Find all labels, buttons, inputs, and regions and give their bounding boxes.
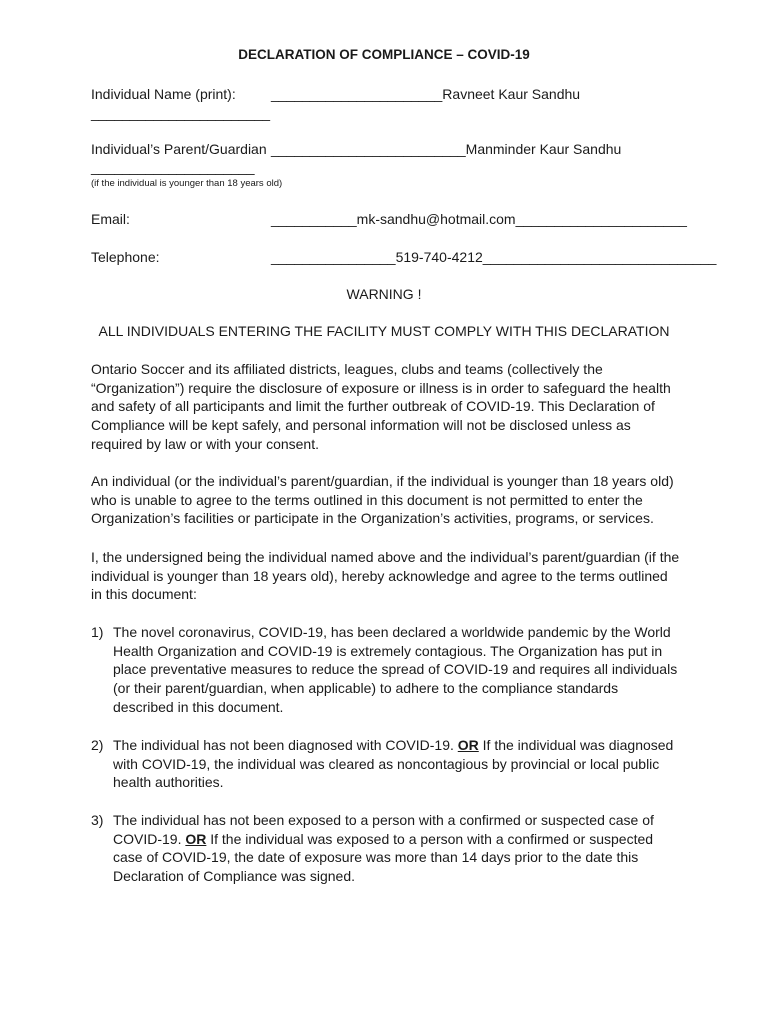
email-field[interactable] (271, 211, 687, 227)
list-item-number: 2) (91, 737, 104, 753)
list-item-text-after: If the individual was diagnosed with COVID-19, the individual was cleared as noncontagious by provincial or local public health authorities. (113, 737, 674, 791)
email-prefix-line: ___________ (271, 211, 357, 227)
name-label: Individual Name (print): (91, 86, 236, 102)
guardian-prefix-line: _________________________ (271, 141, 466, 157)
guardian-value: Manminder Kaur Sandhu (465, 141, 622, 157)
list-item (91, 623, 681, 717)
list-item-text-before: The individual has not been exposed to a person with a confirmed or suspected case of COVID-19. (113, 812, 654, 847)
list-item-text (113, 811, 681, 886)
list-item-number: 1) (91, 624, 104, 640)
email-value: mk-sandhu@hotmail.com (356, 211, 516, 227)
guardian-field[interactable] (271, 141, 621, 157)
or-emphasis: OR (457, 737, 479, 753)
paragraph-eligibility: An individual (or the individual’s parent/guardian, if the individual is younger than 18 years old) who is unable to agree to the terms outlined in this document is not permitted to enter the Organization’s facilities or participate in the Organization’s activities, programs, or services. (91, 473, 674, 527)
email-suffix-line: ______________________ (515, 211, 687, 227)
email-label: Email: (91, 211, 130, 227)
list-item-text-after: If the individual was exposed to a person with a confirmed or suspected case of COVID-19, the date of exposure was more than 14 days prior to the date this Declaration of Compliance was signed. (113, 830, 654, 885)
list-item-number: 3) (91, 812, 104, 828)
list-item (91, 736, 681, 792)
telephone-prefix-line: ________________ (271, 249, 396, 265)
telephone-value: 519-740-4212 (395, 249, 483, 265)
name-overflow-line: _______________________ (91, 105, 271, 121)
guardian-label: Individual’s Parent/Guardian (91, 141, 267, 157)
guardian-overflow-line: _____________________ (91, 159, 255, 175)
warning-heading: WARNING ! (346, 286, 422, 302)
name-value: Ravneet Kaur Sandhu (442, 86, 581, 102)
list-item (91, 811, 681, 886)
guardian-note: (if the individual is younger than 18 years old) (91, 178, 283, 189)
list-item-text-before: The individual has not been diagnosed with COVID-19. (113, 737, 454, 753)
list-item-text: The novel coronavirus, COVID-19, has been declared a worldwide pandemic by the World Health Organization and COVID-19 is extremely contagious. The Organization has put in place preventative measures to reduce the spread of COVID-19 and requires all individuals (or their parent/guardian, when applicable) to adhere to the compliance standards described in this document. (113, 624, 678, 715)
telephone-label: Telephone: (91, 249, 160, 265)
or-emphasis: OR (185, 830, 207, 847)
warning-subtitle: ALL INDIVIDUALS ENTERING THE FACILITY MUST COMPLY WITH THIS DECLARATION (98, 323, 670, 339)
paragraph-acknowledgement: I, the undersigned being the individual named above and the individual’s parent/guardian (if the individual is younger than 18 years old), hereby acknowledge and agree to the terms outlined in this document: (91, 549, 680, 603)
telephone-field[interactable] (271, 249, 716, 265)
name-prefix-line: ______________________ (271, 86, 443, 102)
paragraph-organization: Ontario Soccer and its affiliated districts, leagues, clubs and teams (collectively the “Organization”) require the disclosure of exposure or illness is in order to safeguard the health and safety of all participants and limit the further outbreak of COVID-19. This Declaration of Compliance will be kept safely, and personal information will not be disclosed unless as required by law or with your consent. (91, 361, 671, 452)
name-field[interactable] (271, 86, 580, 102)
document-title: DECLARATION OF COMPLIANCE – COVID-19 (238, 47, 530, 62)
list-item-text (113, 736, 681, 792)
telephone-suffix-line: ______________________________ (482, 249, 717, 265)
